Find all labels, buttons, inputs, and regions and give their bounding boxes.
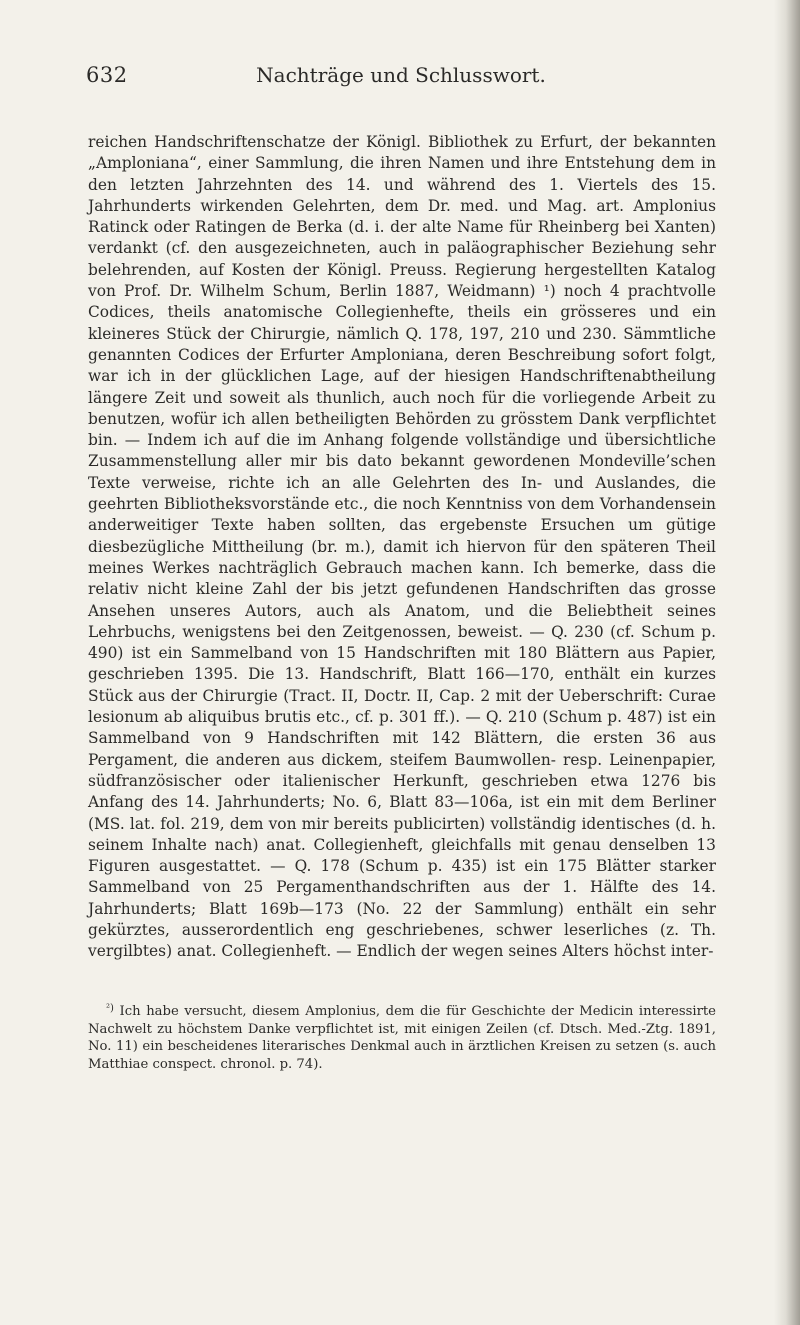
body-paragraph: reichen Handschriftenschatze der Königl. Bibliothek zu Erfurt, der bekannten „Amploniana“, einer Sammlung, die ihren Namen und ihre Entstehung dem in den letzten Jahrzehnten des 14. und während des 1. Viertels des 15. Jahrhunderts wirkenden Gelehrten, dem Dr. med. und Mag. art. Amplonius Ratinck oder Ratingen de Berka (d. i. der alte Name für Rheinberg bei Xanten) verdankt (cf. den ausgezeichneten, auch in paläographischer Beziehung sehr belehrenden, auf Kosten der Königl. Preuss. Regierung hergestellten Katalog von Prof. Dr. Wilhelm Schum, Berlin 1887, Weidmann) ¹) noch 4 prachtvolle Codices, theils anatomische Collegienhefte, theils ein grösseres und ein kleineres Stück der Chirurgie, nämlich Q. 178, 197, 210 und 230. Sämmtliche genannten Codices der Erfurter Amploniana, deren Beschreibung sofort folgt, war ich in der glücklichen Lage, auf der hiesigen Handschriftenabtheilung längere Zeit und soweit als thunlich, auch noch für die vorliegende Arbeit zu benutzen, wofür ich allen betheiligten Behörden zu grösstem Dank verpflichtet bin. — Indem ich auf die im Anhang folgende vollständige und übersichtliche Zusammenstellung aller mir bis dato bekannt gewordenen Mondeville’schen Texte verweise, richte ich an alle Gelehrten des In- und Auslandes, die geehrten Bibliotheksvorstände etc., die noch Kenntniss von dem Vorhandensein anderweitiger Texte haben sollten, das ergebenste Ersuchen um gütige diesbezügliche Mittheilung (br. m.), damit ich hiervon für den späteren Theil meines Werkes nachträglich Gebrauch machen kann. Ich bemerke, dass die relativ nicht kleine Zahl der bis jetzt gefundenen Handschriften das grosse Ansehen unseres Autors, auch als Anatom, und die Beliebtheit seines Lehrbuchs, wenigstens bei den Zeitgenossen, beweist. — Q. 230 (cf. Schum p. 490) ist ein Sammelband von 15 Handschriften mit 180 Blättern aus Papier, geschrieben 1395. Die 13. Handschrift, Blatt 166—170, enthält ein kurzes Stück aus der Chirurgie (Tract. II, Doctr. II, Cap. 2 mit der Ueberschrift: Curae lesionum ab aliquibus brutis etc., cf. p. 301 ff.). — Q. 210 (Schum p. 487) ist ein Sammelband von 9 Handschriften mit 142 Blättern, die ersten 36 aus Pergament, die anderen aus dickem, steifem Baumwollen- resp. Leinenpapier, südfranzösischer oder italienischer Herkunft, geschrieben etwa 1276 bis Anfang des 14. Jahrhunderts; No. 6, Blatt 83—106a, ist ein mit dem Berliner (MS. lat. fol. 219, dem von mir bereits publicirten) vollständig identisches (d. h. seinem Inhalte nach) anat. Collegienheft, gleichfalls mit genau denselben 13 Figuren ausgestattet. — Q. 178 (Schum p. 435) ist ein 175 Blätter starker Sammelband von 25 Pergamenthandschriften aus der 1. Hälfte des 14. Jahrhunderts; Blatt 169b—173 (No. 22 der Sammlung) enthält ein sehr gekürztes, ausserordentlich eng geschriebenes, schwer leserliches (z. Th. vergilbtes) anat. Collegienheft. — Endlich der wegen seines Alters höchst inter- — [88, 133, 716, 961]
page-number: 632 — [86, 63, 128, 87]
footnote-marker: ²) — [106, 1003, 114, 1014]
page-header — [86, 55, 716, 95]
footnote-text: Ich habe versucht, diesem Amplonius, dem die für Geschichte der Medicin interessirte Nachwelt zu höchstem Danke verpflichtet ist, mit einigen Zeilen (cf. Dtsch. Med.-Ztg. 1891, No. 11) ein bescheidenes literarisches Denkmal auch in ärztlichen Kreisen zu setzen (s. auch Matthiae conspect. chronol. p. 74). — [88, 1004, 716, 1073]
running-title: Nachträge und Schlusswort. — [256, 63, 546, 87]
footnote — [88, 1000, 716, 1074]
footnote-paragraph — [88, 1000, 716, 1074]
page-edge-shadow — [774, 0, 800, 1325]
main-text-block — [88, 132, 716, 963]
